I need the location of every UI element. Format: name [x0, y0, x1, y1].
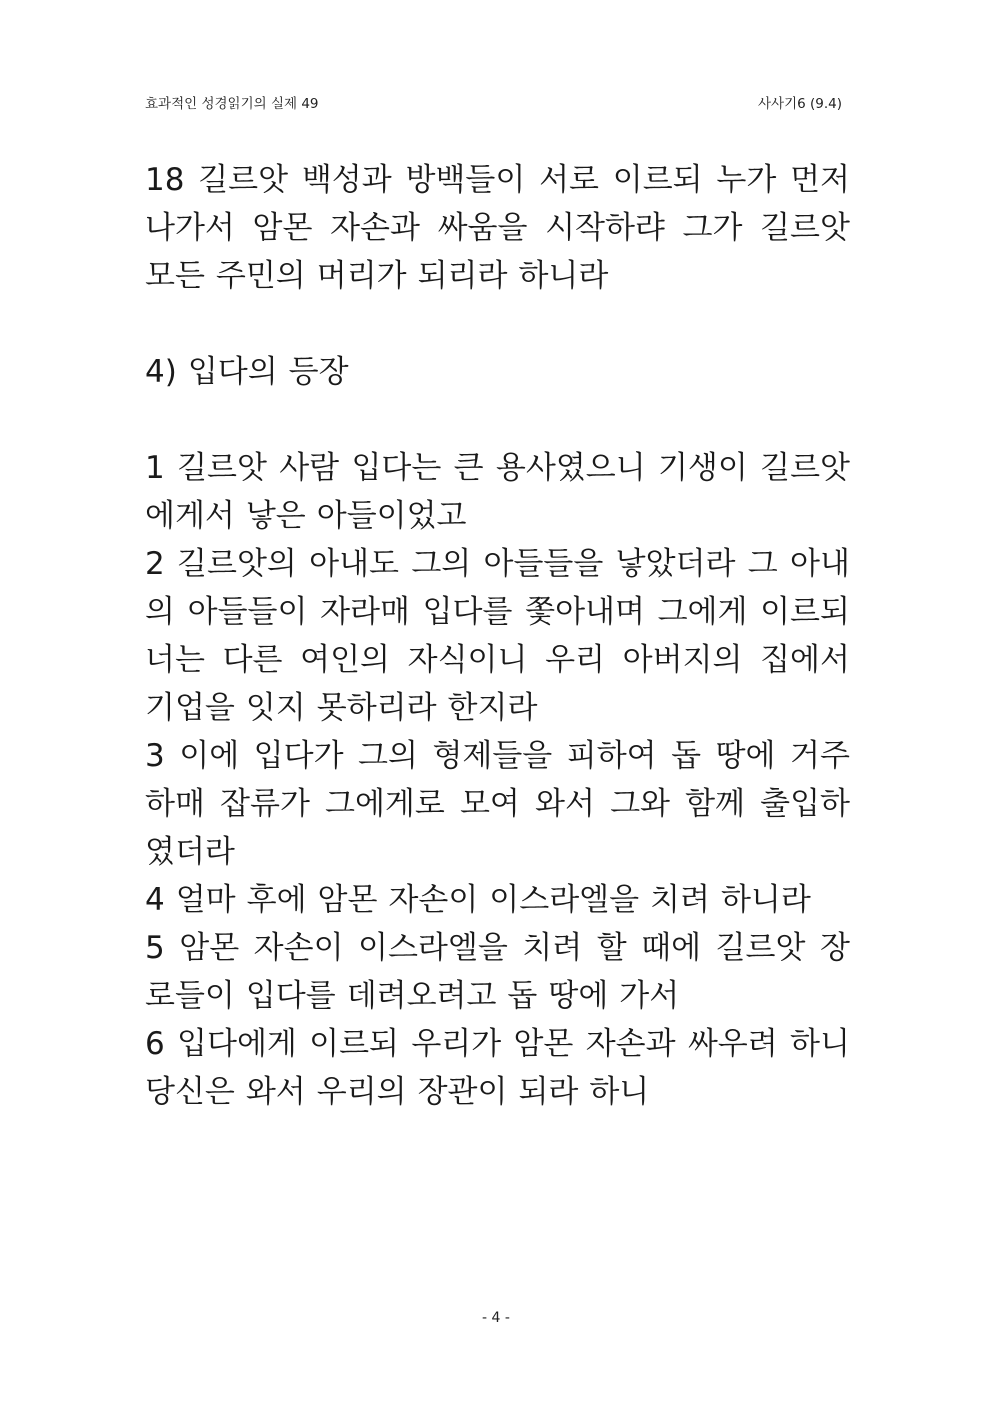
- word: 기생이: [657, 450, 748, 486]
- word: 길르앗: [177, 450, 267, 486]
- word: 후에: [246, 882, 307, 918]
- word: 형제들을: [432, 738, 553, 774]
- text-line: [145, 492, 850, 540]
- word: 방백들이: [405, 162, 526, 198]
- word: 한지라: [447, 690, 538, 726]
- word: 서로: [539, 162, 599, 198]
- header-chapter-label: 사사기6 (9.4): [757, 96, 842, 112]
- word: 암몬: [252, 210, 313, 246]
- word: 너는: [145, 642, 205, 678]
- word: 로들이: [145, 978, 235, 1014]
- word: 였더라: [145, 834, 235, 870]
- text-line: [145, 588, 850, 636]
- word: 에게서: [145, 498, 235, 534]
- word: 잇지: [245, 690, 306, 726]
- word: 나가서: [145, 210, 235, 246]
- word: 되라: [518, 1074, 579, 1110]
- word: 땅에: [548, 978, 609, 1014]
- word: 길르앗: [715, 930, 806, 966]
- word: 못하리라: [316, 690, 437, 726]
- word: 아들들을: [483, 546, 604, 582]
- word: 데려오려고: [346, 978, 497, 1014]
- text-line: [145, 780, 850, 828]
- word: 입다의: [187, 354, 278, 390]
- word: 당신은: [145, 1074, 235, 1110]
- word: 모든: [145, 258, 205, 294]
- word: 길르앗: [760, 210, 850, 246]
- text-line: [145, 972, 850, 1020]
- word: 와서: [535, 786, 595, 822]
- word: 이스라엘을: [358, 930, 508, 966]
- word: 자손과: [585, 1026, 676, 1062]
- word: 5: [145, 930, 165, 966]
- word: 돕: [507, 978, 538, 1014]
- word: 이르되: [760, 594, 850, 630]
- word: 가서: [619, 978, 680, 1014]
- word: 모여: [459, 786, 520, 822]
- word: 머리가: [316, 258, 407, 294]
- text-line: [145, 684, 850, 732]
- text-line: [145, 444, 850, 492]
- word: 1: [145, 450, 165, 486]
- word: 자손이: [253, 930, 344, 966]
- word: 암몬: [513, 1026, 574, 1062]
- word: 잡류가: [220, 786, 310, 822]
- word: 2: [145, 546, 165, 582]
- word: 등장: [288, 354, 349, 390]
- word: 낳은: [245, 498, 306, 534]
- word: 집에서: [760, 642, 850, 678]
- word: 18: [145, 162, 185, 198]
- page-number: - 4 -: [482, 1310, 510, 1326]
- word: 싸움을: [437, 210, 528, 246]
- word: 기업을: [145, 690, 235, 726]
- word: 길르앗의: [177, 546, 297, 582]
- word: 땅에: [715, 738, 776, 774]
- word: 자손과: [330, 210, 420, 246]
- word: 6: [145, 1026, 165, 1062]
- header-book-title: 효과적인 성경읽기의 실제 49: [145, 96, 319, 112]
- word: 자라매: [320, 594, 410, 630]
- word: 자손이: [388, 882, 479, 918]
- word: 여인의: [300, 642, 390, 678]
- word: 이르되: [612, 162, 703, 198]
- word: 쫓아내며: [525, 594, 645, 630]
- word: 그: [747, 546, 778, 582]
- word: 그와: [610, 786, 670, 822]
- text-line: [145, 204, 850, 252]
- word: 용사였으니: [495, 450, 646, 486]
- word: 이스라엘을: [489, 882, 640, 918]
- word: 사람: [279, 450, 340, 486]
- word: 길르앗: [760, 450, 850, 486]
- text-line: [145, 732, 850, 780]
- word: 그의: [358, 738, 418, 774]
- word: 시작하랴: [545, 210, 665, 246]
- word: 이르되: [309, 1026, 399, 1062]
- word: 백성과: [301, 162, 392, 198]
- word: 주민의: [215, 258, 306, 294]
- word: 아내: [790, 546, 850, 582]
- word: 다른: [222, 642, 283, 678]
- word: 아들들이: [187, 594, 308, 630]
- word: 4): [145, 354, 177, 390]
- word: 입다를: [422, 594, 513, 630]
- word: 하매: [145, 786, 205, 822]
- word: 출입하: [760, 786, 850, 822]
- word: 거주: [790, 738, 850, 774]
- word: 장: [819, 930, 850, 966]
- word: 아들이었고: [316, 498, 467, 534]
- word: 입다는: [351, 450, 442, 486]
- word: 낳았더라: [615, 546, 736, 582]
- word: 의: [145, 594, 175, 630]
- text-line: [145, 828, 850, 876]
- text-line: [145, 1020, 850, 1068]
- word: 장관이: [417, 1074, 508, 1110]
- text-line: [145, 636, 850, 684]
- text-line: [145, 156, 850, 204]
- word: 먼저: [790, 162, 850, 198]
- word: 와서: [245, 1074, 306, 1110]
- word: 우리가: [411, 1026, 502, 1062]
- text-line: [145, 924, 850, 972]
- word: 우리의: [316, 1074, 407, 1110]
- word: 입다가: [253, 738, 344, 774]
- word: 돕: [671, 738, 702, 774]
- word: 입다에게: [177, 1026, 297, 1062]
- word: 하니: [589, 1074, 650, 1110]
- word: 때에: [641, 930, 702, 966]
- word: 입다를: [245, 978, 336, 1014]
- word: 하니라: [720, 882, 811, 918]
- word: 큰: [453, 450, 484, 486]
- word: 하니라: [518, 258, 609, 294]
- page-header: [145, 92, 842, 114]
- word: 이에: [179, 738, 240, 774]
- word: 얼마: [175, 882, 236, 918]
- word: 치려: [650, 882, 710, 918]
- word: 아버지의: [622, 642, 743, 678]
- word: 그에게로: [325, 786, 445, 822]
- word: 되리라: [417, 258, 508, 294]
- text-line: [145, 540, 850, 588]
- word: 3: [145, 738, 165, 774]
- word: 그에게: [657, 594, 748, 630]
- word: 그가: [682, 210, 743, 246]
- word: 4: [145, 882, 165, 918]
- word: 아내도: [309, 546, 399, 582]
- word: 치려: [522, 930, 583, 966]
- word: 그의: [411, 546, 472, 582]
- word: 암몬: [317, 882, 378, 918]
- scripture-body: [145, 156, 850, 1116]
- word: 할: [596, 930, 627, 966]
- word: 싸우려: [687, 1026, 778, 1062]
- text-line: [145, 252, 850, 300]
- word: 길르앗: [198, 162, 289, 198]
- word: 누가: [716, 162, 777, 198]
- word: 하니: [790, 1026, 850, 1062]
- word: 우리: [545, 642, 605, 678]
- text-line: [145, 1068, 850, 1116]
- text-line: [145, 876, 850, 924]
- word: 피하여: [566, 738, 657, 774]
- word: 암몬: [179, 930, 240, 966]
- word: 함께: [685, 786, 746, 822]
- word: 자식이니: [407, 642, 528, 678]
- section-heading: [145, 348, 850, 396]
